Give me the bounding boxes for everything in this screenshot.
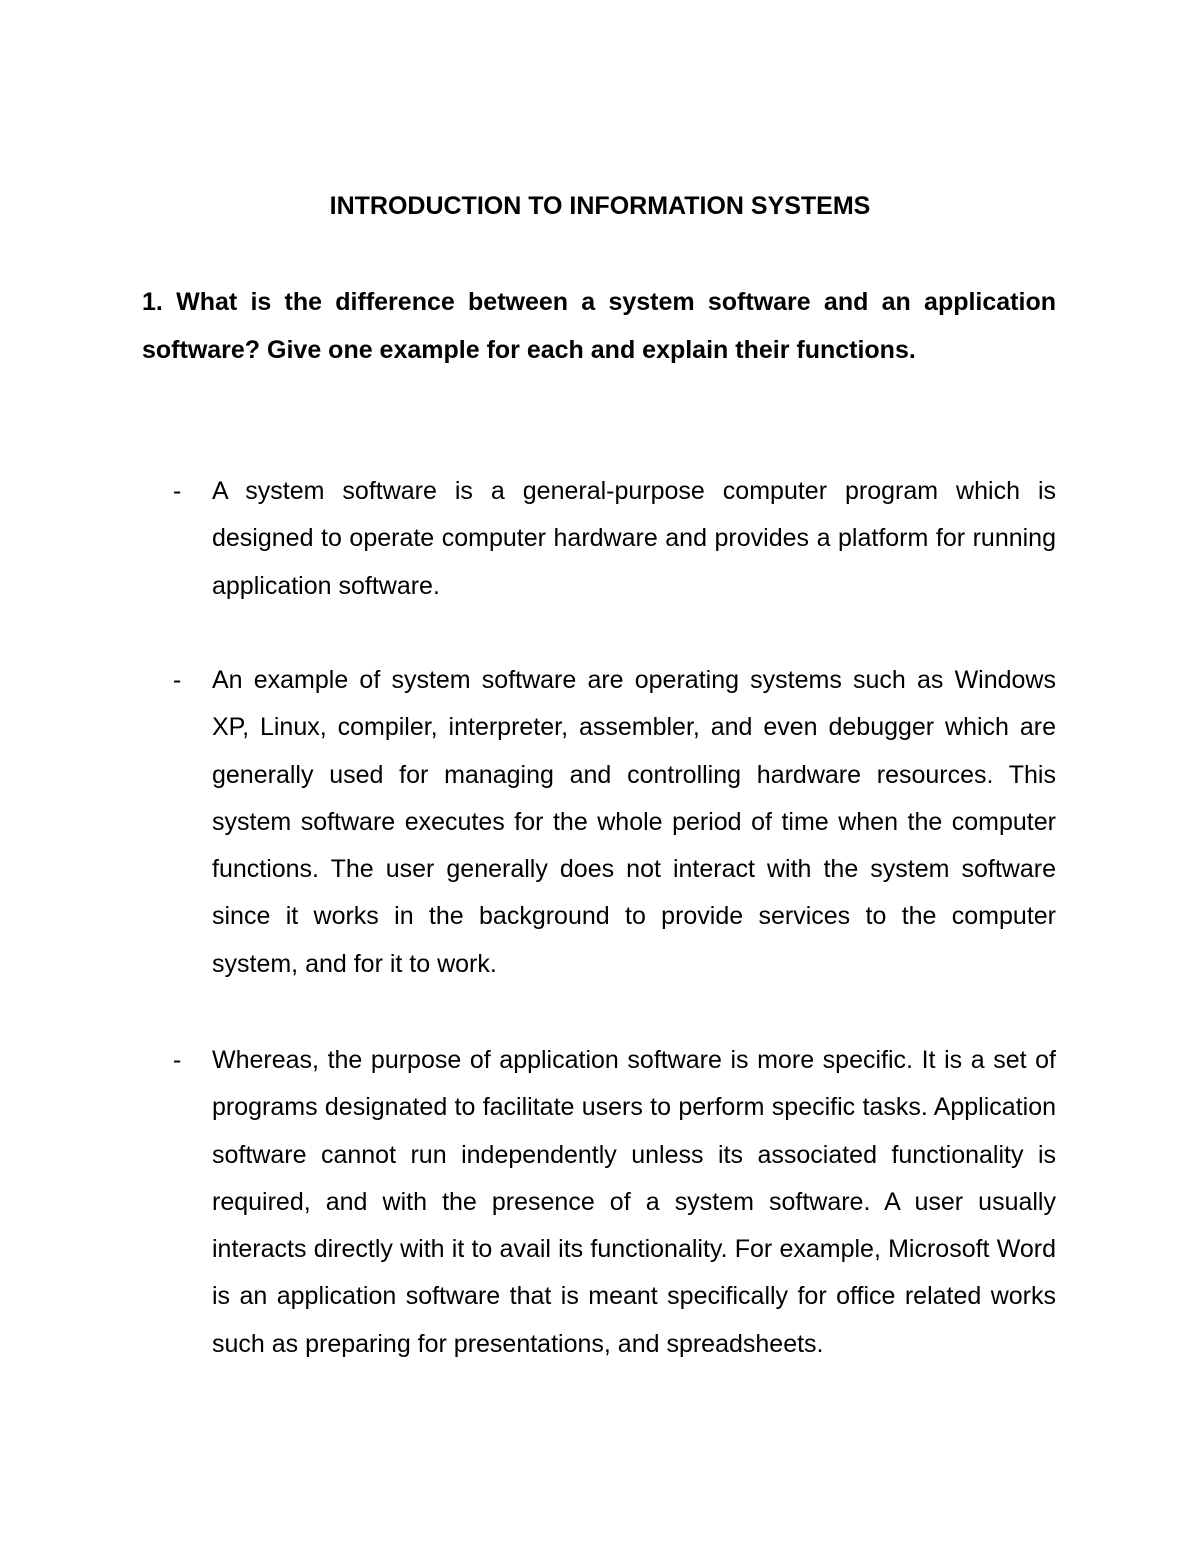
- bullet-marker: -: [173, 666, 182, 694]
- bullet-marker: -: [173, 1046, 182, 1074]
- bullet-text: An example of system software are operating systems such as Windows XP, Linux, compiler, interpreter, assembler, and even debugger which are generally used for managing and controlling hardware resources. This system software executes for the whole period of time when the computer functions. The user generally does not interact with the system software since it works in the background to provide services to the computer system, and for it to work.: [212, 666, 1056, 978]
- bullet-text: A system software is a general-purpose computer program which is designed to operate computer hardware and provides a platform for running application software.: [212, 477, 1056, 600]
- bullet-item-system-software: [142, 468, 1056, 610]
- document-title: INTRODUCTION TO INFORMATION SYSTEMS: [329, 192, 871, 220]
- question-text: 1. What is the difference between a system software and an application software? Give one example for each and explain their functions.: [142, 288, 1056, 364]
- bullet-text: Whereas, the purpose of application software is more specific. It is a set of programs designated to facilitate users to perform specific tasks. Application software cannot run independently unless its associated functionality is required, and with the presence of a system software. A user usually interacts directly with it to avail its functionality. For example, Microsoft Word is an application software that is meant specifically for office related works such as preparing for presentations, and spreadsheets.: [212, 1046, 1056, 1358]
- bullet-item-application-software: [142, 1037, 1056, 1368]
- bullet-marker: -: [173, 477, 182, 505]
- bullet-item-system-software-example: [142, 657, 1056, 988]
